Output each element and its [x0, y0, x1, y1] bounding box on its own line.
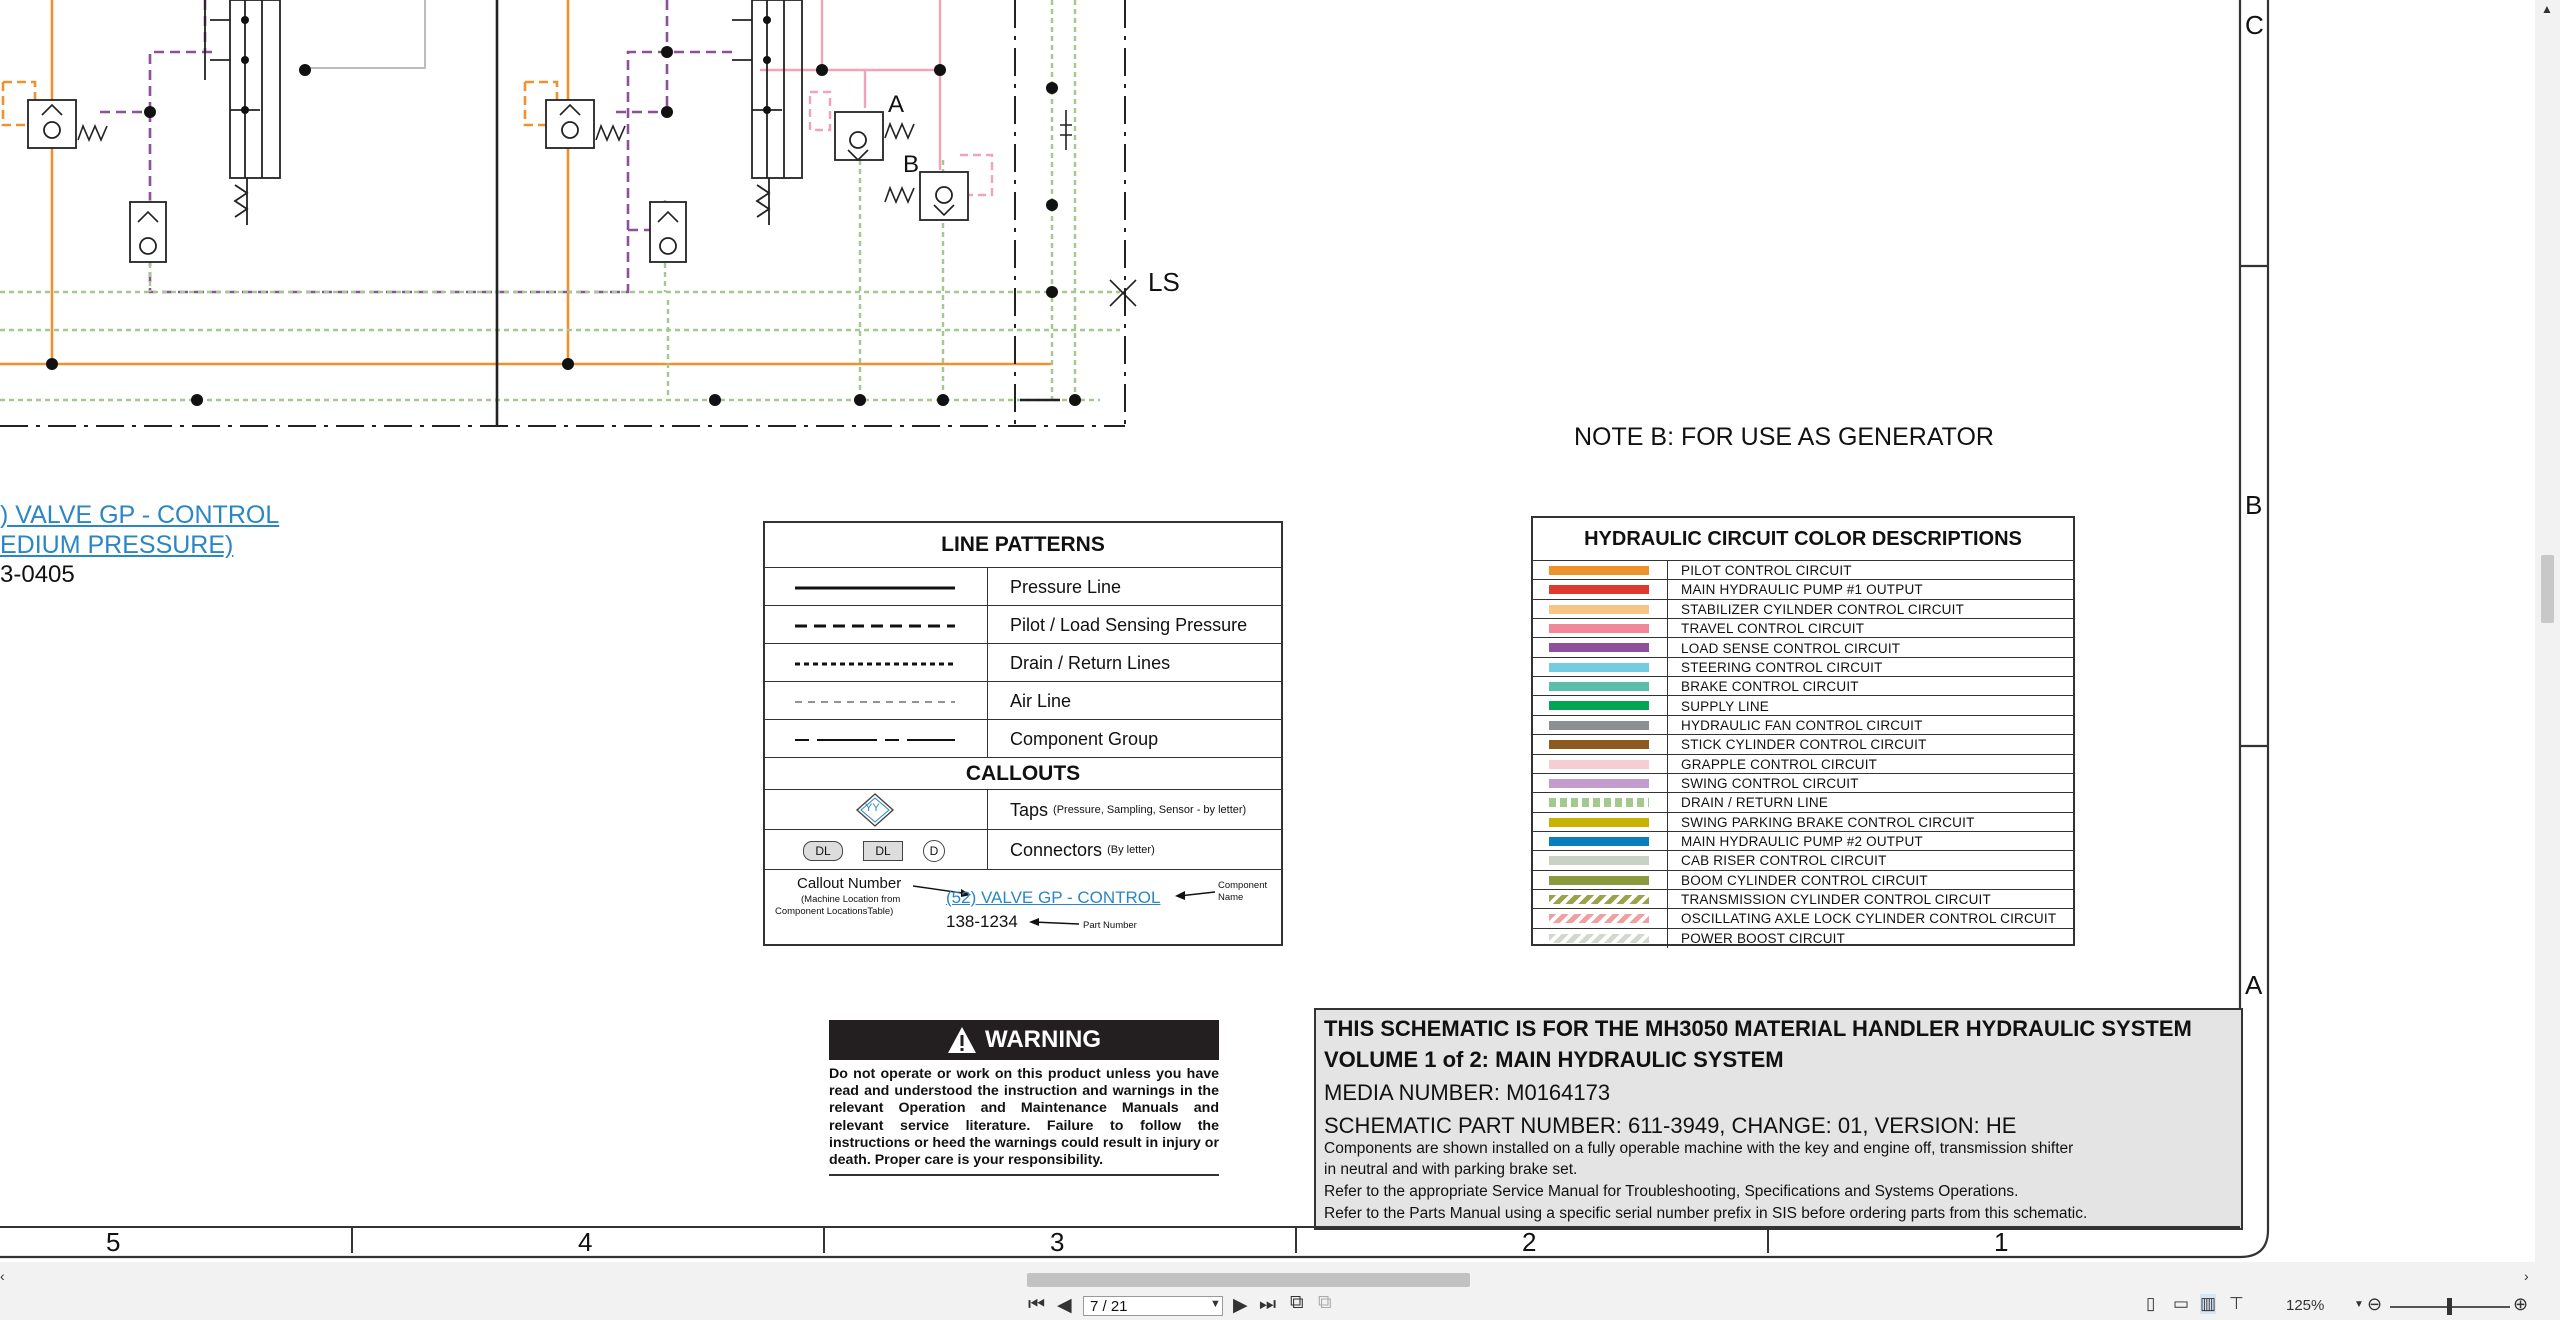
- color-legend-label: MAIN HYDRAULIC PUMP #2 OUTPUT: [1681, 834, 1923, 850]
- next-page-icon[interactable]: ▶: [1233, 1295, 1248, 1316]
- color-legend-title: HYDRAULIC CIRCUIT COLOR DESCRIPTIONS: [1584, 528, 2022, 550]
- callout-part-number: 3-0405: [0, 561, 75, 588]
- page-number-field[interactable]: [1083, 1296, 1223, 1316]
- title-note-3: Refer to the appropriate Service Manual for Troubleshooting, Specifications and Systems Operations.: [1324, 1183, 2019, 1200]
- title-block: [1314, 1008, 2243, 1230]
- legend-row-drain: [765, 643, 1281, 682]
- color-legend-label: STABILIZER CYILNDER CONTROL CIRCUIT: [1681, 601, 1965, 617]
- callouts-header-row: [765, 757, 1281, 790]
- color-legend-row: [1533, 850, 2073, 870]
- color-swatch: [1549, 701, 1649, 710]
- color-swatch: [1549, 779, 1649, 788]
- color-swatch: [1549, 605, 1649, 614]
- zoom-dropdown-icon[interactable]: ▼: [2354, 1299, 2364, 1310]
- color-swatch: [1549, 682, 1649, 691]
- color-legend-row: [1533, 637, 2073, 657]
- first-page-icon[interactable]: ⏮: [1028, 1294, 1046, 1315]
- connectors-label: Connectors: [1010, 839, 1103, 860]
- color-swatch: [1549, 663, 1649, 672]
- legend-label: Drain / Return Lines: [1010, 652, 1171, 673]
- legend-label: Component Group: [1010, 728, 1159, 749]
- zone-number-5: 5: [106, 1227, 121, 1257]
- zoom-in-icon[interactable]: ⊕: [2513, 1294, 2529, 1314]
- title-note-1: Components are shown installed on a fully operable machine with the key and engine off, transmission shifter: [1324, 1140, 2074, 1157]
- color-swatch: [1549, 566, 1649, 575]
- note-b: NOTE B: FOR USE AS GENERATOR: [1574, 423, 1994, 451]
- color-swatch: [1549, 818, 1649, 827]
- legend-label: Pressure Line: [1010, 576, 1122, 597]
- color-swatch: [1549, 856, 1649, 865]
- color-swatch: [1549, 740, 1649, 749]
- color-legend-row: [1533, 754, 2073, 774]
- color-legend-row: [1533, 773, 2073, 793]
- taps-label-wrap: [1010, 790, 1246, 830]
- color-legend-row: [1533, 792, 2073, 812]
- color-legend-label: CAB RISER CONTROL CIRCUIT: [1681, 853, 1887, 869]
- connector-code: DL: [803, 841, 843, 861]
- color-legend-label: LOAD SENSE CONTROL CIRCUIT: [1681, 640, 1901, 656]
- zone-divider: [351, 1227, 353, 1253]
- horizontal-scroll-thumb[interactable]: [1027, 1273, 1470, 1287]
- ls-port-label: LS: [1148, 267, 1180, 297]
- zone-ruler-line: [0, 1226, 2240, 1228]
- color-swatch: [1549, 624, 1649, 633]
- color-legend-label: MAIN HYDRAULIC PUMP #1 OUTPUT: [1681, 582, 1923, 598]
- zone-label-a: A: [2245, 970, 2263, 1000]
- color-legend-row: [1533, 676, 2073, 696]
- warning-text: Do not operate or work on this product unless you have read and understood the instruction and warnings in the relevant Operation and Maintenance Manuals and relevant service literature. Failure to follow the instructions or heed the warnings could result in injury or death. Proper care is your responsibility.: [829, 1066, 1219, 1169]
- page-dropdown-icon[interactable]: ▼: [1210, 1298, 1221, 1310]
- port-b-label: B: [903, 151, 920, 178]
- color-swatch: [1549, 760, 1649, 769]
- callout-link-valve-gp[interactable]: ) VALVE GP - CONTROL: [0, 501, 280, 529]
- zone-divider: [1295, 1227, 1297, 1253]
- vertical-scroll-thumb[interactable]: [2541, 555, 2554, 623]
- zone-label-c: C: [2245, 10, 2264, 40]
- zone-number-3: 3: [1050, 1227, 1065, 1257]
- color-legend-label: TRANSMISSION CYLINDER CONTROL CIRCUIT: [1681, 892, 1991, 908]
- color-legend-label: SWING CONTROL CIRCUIT: [1681, 775, 1859, 791]
- copy-page-icon[interactable]: ⧉: [1290, 1292, 1304, 1313]
- color-legend-row: [1533, 618, 2073, 638]
- title-line-1: THIS SCHEMATIC IS FOR THE MH3050 MATERIAL HANDLER HYDRAULIC SYSTEM: [1324, 1016, 2192, 1041]
- page-indicator: 7 / 21: [1090, 1297, 1128, 1315]
- color-legend-row: [1533, 734, 2073, 754]
- color-legend-label: SUPPLY LINE: [1681, 698, 1769, 714]
- line-patterns-title: LINE PATTERNS: [941, 533, 1105, 556]
- zone-divider: [1767, 1227, 1769, 1253]
- title-line-2: VOLUME 1 of 2: MAIN HYDRAULIC SYSTEM: [1324, 1047, 1784, 1072]
- color-legend-label: BOOM CYLINDER CONTROL CIRCUIT: [1681, 872, 1928, 888]
- media-number: MEDIA NUMBER: M0164173: [1324, 1080, 1611, 1105]
- legend-label: Air Line: [1010, 690, 1072, 711]
- taps-note: (Pressure, Sampling, Sensor - by letter): [1053, 804, 1247, 816]
- color-legend-label: OSCILLATING AXLE LOCK CYLINDER CONTROL CIRCUIT: [1681, 911, 2057, 927]
- last-page-icon[interactable]: ⏭: [1259, 1294, 1277, 1315]
- taps-label: Taps: [1010, 799, 1049, 820]
- color-legend-row: [1533, 831, 2073, 851]
- connector-code: D: [923, 840, 945, 862]
- color-legend-row: [1533, 908, 2073, 928]
- continuous-view-icon[interactable]: ▭: [2173, 1294, 2190, 1313]
- single-page-view-icon[interactable]: ▯: [2146, 1294, 2156, 1313]
- component-name-label: Component: [1218, 880, 1268, 891]
- color-legend-label: BRAKE CONTROL CIRCUIT: [1681, 679, 1859, 695]
- scroll-left-icon[interactable]: ‹: [0, 1268, 5, 1284]
- zoom-level[interactable]: 125%: [2286, 1297, 2325, 1314]
- legend-row-pilot: [765, 605, 1281, 644]
- fit-page-icon[interactable]: ⊤: [2229, 1294, 2244, 1313]
- connectors-note: (By letter): [1107, 844, 1155, 856]
- warning-header: [829, 1020, 1219, 1060]
- title-note-4: Refer to the Parts Manual using a specific serial number prefix in SIS before ordering parts from this schematic.: [1324, 1205, 2088, 1222]
- callout-link-valve-gp-line2[interactable]: EDIUM PRESSURE): [0, 531, 234, 559]
- legend-row-taps: [765, 789, 1281, 830]
- color-legend-row: [1533, 657, 2073, 677]
- line-patterns-legend: [763, 521, 1283, 946]
- color-legend-row: [1533, 579, 2073, 599]
- color-swatch: [1549, 643, 1649, 652]
- zone-number-1: 1: [1994, 1227, 2009, 1257]
- zone-number-4: 4: [578, 1227, 593, 1257]
- color-swatch: [1549, 914, 1649, 923]
- zoom-out-icon[interactable]: ⊖: [2367, 1294, 2383, 1314]
- color-legend-label: DRAIN / RETURN LINE: [1681, 795, 1829, 811]
- part-number-label: Part Number: [1083, 920, 1137, 931]
- color-legend-row: [1533, 870, 2073, 890]
- color-legend-label: SWING PARKING BRAKE CONTROL CIRCUIT: [1681, 814, 1975, 830]
- two-page-view-icon[interactable]: ▥: [2200, 1294, 2217, 1313]
- zone-label-b: B: [2245, 490, 2263, 520]
- schematic-part-number: SCHEMATIC PART NUMBER: 611-3949, CHANGE: 01, VERSION: HE: [1324, 1113, 2017, 1138]
- color-swatch: [1549, 798, 1649, 807]
- legend-row-pressure: [765, 567, 1281, 606]
- color-legend-label: TRAVEL CONTROL CIRCUIT: [1681, 621, 1865, 637]
- color-legend-row: [1533, 560, 2073, 580]
- color-legend-row: [1533, 695, 2073, 715]
- component-name-label: Name: [1218, 892, 1244, 903]
- color-legend: [1531, 516, 2075, 946]
- legend-row-callout-example: [765, 869, 1281, 943]
- callout-number-note: (Machine Location from: [801, 894, 901, 905]
- vertical-scrollbar[interactable]: [2535, 0, 2560, 1290]
- connectors-label-wrap: [1010, 830, 1155, 870]
- color-legend-row: [1533, 889, 2073, 909]
- color-legend-label: STEERING CONTROL CIRCUIT: [1681, 659, 1883, 675]
- color-legend-label: PILOT CONTROL CIRCUIT: [1681, 563, 1852, 579]
- color-legend-label: POWER BOOST CIRCUIT: [1681, 930, 1846, 946]
- color-legend-label: HYDRAULIC FAN CONTROL CIRCUIT: [1681, 717, 1923, 733]
- example-callout-link[interactable]: (52) VALVE GP - CONTROL: [946, 888, 1161, 907]
- zone-number-2: 2: [1522, 1227, 1537, 1257]
- warning-title: WARNING: [985, 1026, 1101, 1053]
- callout-number-note: Component LocationsTable): [775, 906, 894, 917]
- color-legend-label: STICK CYLINDER CONTROL CIRCUIT: [1681, 737, 1927, 753]
- connector-code: DL: [863, 841, 903, 861]
- scroll-up-icon[interactable]: ▲: [2541, 2, 2553, 16]
- example-part-number: 138-1234: [946, 912, 1018, 931]
- color-legend-label: GRAPPLE CONTROL CIRCUIT: [1681, 756, 1878, 772]
- legend-row-component-group: [765, 719, 1281, 758]
- color-swatch: [1549, 895, 1649, 904]
- legend-row-air: [765, 681, 1281, 720]
- zone-divider: [823, 1227, 825, 1253]
- callouts-title: CALLOUTS: [965, 762, 1081, 785]
- warning-icon: [947, 1026, 977, 1054]
- color-legend-row: [1533, 599, 2073, 619]
- color-legend-row: [1533, 715, 2073, 735]
- legend-row-connectors: [765, 829, 1281, 870]
- color-swatch: [1549, 721, 1649, 730]
- zoom-slider-handle[interactable]: [2447, 1298, 2452, 1315]
- paste-page-icon[interactable]: ⧉: [1318, 1292, 1332, 1313]
- previous-page-icon[interactable]: ◀: [1057, 1295, 1072, 1316]
- color-swatch: [1549, 934, 1649, 943]
- tap-code: YY: [865, 802, 880, 814]
- scroll-right-icon[interactable]: ›: [2524, 1268, 2529, 1284]
- legend-label: Pilot / Load Sensing Pressure: [1010, 614, 1248, 635]
- warning-rule: [829, 1174, 1219, 1176]
- color-swatch: [1549, 837, 1649, 846]
- port-a-label: A: [888, 91, 905, 118]
- callout-number-label: Callout Number: [797, 875, 902, 892]
- color-swatch: [1549, 585, 1649, 594]
- color-legend-row: [1533, 928, 2073, 948]
- color-legend-row: [1533, 812, 2073, 832]
- title-note-2: in neutral and with parking brake set.: [1324, 1161, 1578, 1178]
- color-swatch: [1549, 876, 1649, 885]
